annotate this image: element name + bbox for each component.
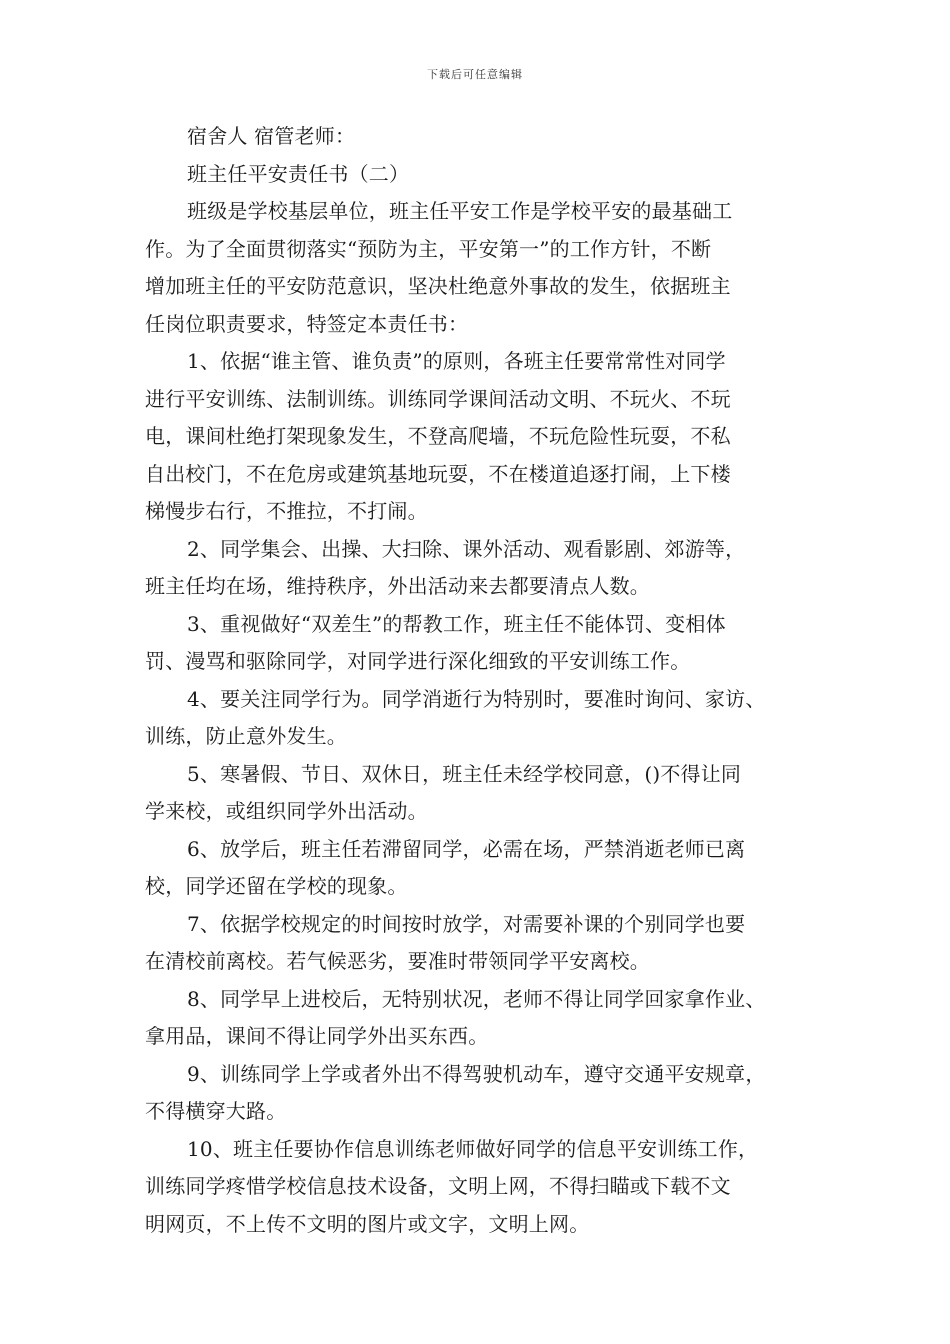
paragraph-line: 自出校门，不在危房或建筑基地玩耍，不在楼道追逐打闹，上下楼 [145,461,731,486]
paragraph-line: 训练同学疼惜学校信息技术设备，文明上网，不得扫瞄或下载不文 [145,1174,731,1198]
paragraph-line: 进行平安训练、法制训练。训练同学课间活动文明、不玩火、不玩 [145,386,731,411]
paragraph-item-5 [145,756,811,831]
signature-line: 宿舍人 宿管老师： [187,124,356,148]
paragraph-line: 电，课间杜绝打架现象发生，不登高爬墙，不玩危险性玩耍，不私 [145,424,731,448]
paragraph-line: 5、寒暑假、节日、双休日，班主任未经学校同意，()不得让同 [187,761,742,786]
paragraph-line: 校，同学还留在学校的现象。 [145,874,408,898]
paragraph-list [145,193,811,1243]
paragraph-line: 罚、漫骂和驱除同学，对同学进行深化细致的平安训练工作。 [145,649,691,673]
document-title: 班主任平安责任书（二） [187,161,410,186]
document-body [145,118,811,1243]
paragraph-line: 1、依据“谁主管、谁负责”的原则，各班主任要常常性对同学 [187,349,726,373]
paragraph-line: 2、同学集会、出操、大扫除、课外活动、观看影剧、郊游等， [187,536,746,561]
paragraph-item-10 [145,1131,811,1244]
paragraph-line: 4、要关注同学行为。同学消逝行为特别时，要准时询问、家访、 [187,686,766,711]
paragraph-line: 增加班主任的平安防范意识，坚决杜绝意外事故的发生，依据班主 [145,274,731,298]
paragraph-line: 班主任均在场，维持秩序，外出活动来去都要清点人数。 [145,574,650,598]
page-header-note: 下载后可任意编辑 [427,68,523,81]
paragraph-line: 6、放学后，班主任若滞留同学，必需在场，严禁消逝老师已离 [187,836,746,861]
paragraph-item-8 [145,981,811,1056]
paragraph-intro [145,193,811,343]
paragraph-line: 8、同学早上进校后，无特别状况，老师不得让同学回家拿作业、 [187,986,766,1011]
paragraph-item-9 [145,1056,811,1131]
paragraph-line: 训练，防止意外发生。 [145,724,347,748]
paragraph-item-1 [145,343,811,531]
paragraph-line: 作。为了全面贯彻落实“预防为主，平安第一”的工作方针，不断 [145,236,712,261]
paragraph-item-6 [145,831,811,906]
paragraph-line: 学来校，或组织同学外出活动。 [145,799,428,823]
paragraph-item-7 [145,906,811,981]
paragraph-item-3 [145,606,811,681]
paragraph-line: 梯慢步右行，不推拉，不打闹。 [145,499,428,523]
paragraph-line: 拿用品，课间不得让同学外出买东西。 [145,1024,489,1048]
paragraph-item-2 [145,531,811,606]
paragraph-line: 任岗位职责要求，特签定本责任书： [145,311,469,336]
paragraph-line: 在清校前离校。若气候恶劣，要准时带领同学平安离校。 [145,949,650,973]
paragraph-item-4 [145,681,811,756]
paragraph-line: 不得横穿大路。 [145,1099,287,1123]
paragraph-line: 9、训练同学上学或者外出不得驾驶机动车，遵守交通平安规章， [187,1061,766,1086]
paragraph-line: 10、班主任要协作信息训练老师做好同学的信息平安训练工作， [187,1136,759,1161]
paragraph-line: 班级是学校基层单位，班主任平安工作是学校平安的最基础工 [187,199,733,223]
paragraph-line: 明网页，不上传不文明的图片或文字，文明上网。 [145,1211,590,1236]
paragraph-line: 3、重视做好“双差生”的帮教工作，班主任不能体罚、变相体 [187,611,726,636]
paragraph-line: 7、依据学校规定的时间按时放学，对需要补课的个别同学也要 [187,911,746,936]
